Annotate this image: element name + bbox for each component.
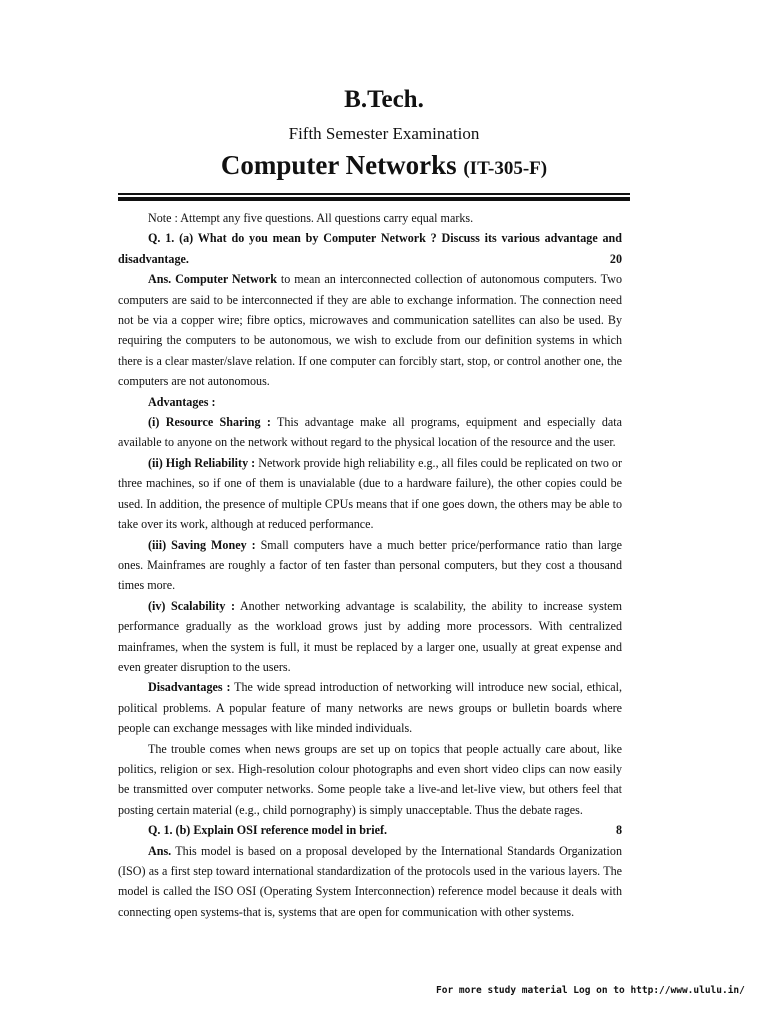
degree-title: B.Tech. [344, 86, 424, 113]
question-1b-text: Q. 1. (b) Explain OSI reference model in brief. [148, 823, 388, 838]
note: Note : Attempt any five questions. All questions carry equal marks. [148, 211, 474, 225]
disadvantages-label: Disadvantages : [148, 680, 231, 695]
disadvantages [118, 677, 622, 738]
answer-1a-label: Ans. Computer Network [148, 272, 277, 287]
answer-1a [118, 269, 622, 391]
answer-1a-text: to mean an interconnected collection of autonomous computers. Two computers are said to be interconnected if they are able to exchange information. The connection need not be via a copper wire; fibre optics, microwaves and communication satellites can also be used. By requiring the computers to be autonomous, we wish to exclude from our definition systems in which there is a clear master/slave relation. If one computer can forcibly start, stop, or control another one, the computers are not autonomous. [118, 272, 622, 389]
advantage-item [118, 596, 622, 678]
subject-title [0, 150, 768, 181]
answer-1b-text: This model is based on a proposal developed by the International Standards Organization (ISO) as a first step toward international standardization of the protocols used in the various layers. The model is called the ISO OSI (Operating System Interconnection) reference model because it deals with connecting open systems-that is, systems that are open for communication with other systems. [118, 843, 622, 919]
advantages-heading [118, 392, 622, 412]
answer-1b [118, 841, 622, 923]
advantage-label: (iv) Scalability : [148, 598, 236, 613]
footer-link-text: For more study material Log on to http://www.ululu.in/ [436, 985, 745, 996]
answer-1b-label: Ans. [148, 843, 172, 858]
advantage-label: (iii) Saving Money : [148, 537, 256, 552]
advantage-text: Network provide high reliability e.g., all files could be replicated on two or three machines, so if one of them is unavialable (due to a hardware failure), the other copies could be used. In addition, the presence of multiple CPUs means that if one goes down, the others may be able to take over its work, although at reduced performance. [118, 455, 622, 532]
advantage-item [118, 535, 622, 596]
question-1a [118, 228, 622, 269]
subject-name: Computer Networks [220, 150, 457, 180]
header-rule-thin [118, 193, 630, 195]
header-rule-thick [118, 197, 630, 201]
advantage-item [118, 412, 622, 453]
exam-content [118, 208, 622, 922]
advantage-text: This advantage make all programs, equipment and especially data available to anyone on the network without regard to the physical location of the resource and the user. [118, 415, 622, 450]
disadvantages-text: The wide spread introduction of networking will introduce new social, ethical, political problems. A popular feature of many networks are news groups or bulletin boards where people can exchange messages with like minded individuals. [118, 680, 622, 736]
trouble-paragraph: The trouble comes when news groups are set up on topics that people actually care about, like politics, religion or sex. High-resolution colour photographs and even short video clips can now easily be transmitted over computer networks. Some people take a live-and let-live view, but others feel that posting certain material (e.g., child pornography) is simply unacceptable. Thus the debate rages. [118, 741, 622, 817]
advantage-text: Another networking advantage is scalability, the ability to increase system performance gradually as the workload grows just by adding more processors. With centralized mainframes, when the system is full, it must be replaced by a larger one, usually at great expense and even greater disruption to the users. [118, 598, 622, 674]
question-1b [118, 820, 622, 840]
advantage-item [118, 453, 622, 535]
question-1a-text: Q. 1. (a) What do you mean by Computer Network ? Discuss its various advantage and disadvantage. [118, 231, 622, 266]
question-1b-marks: 8 [615, 823, 622, 838]
subject-code: (IT-305-F) [463, 158, 548, 179]
question-1a-marks: 20 [609, 251, 622, 266]
semester-subtitle: Fifth Semester Examination [288, 124, 480, 143]
advantage-text: Small computers have a much better price/performance ratio than large ones. Mainframes are roughly a factor of ten faster than personal computers, but they cost a thousand times more. [118, 537, 622, 593]
advantage-label: (i) Resource Sharing : [148, 415, 271, 430]
advantage-label: (ii) High Reliability : [148, 455, 256, 470]
advantages-heading-text: Advantages : [148, 394, 216, 409]
